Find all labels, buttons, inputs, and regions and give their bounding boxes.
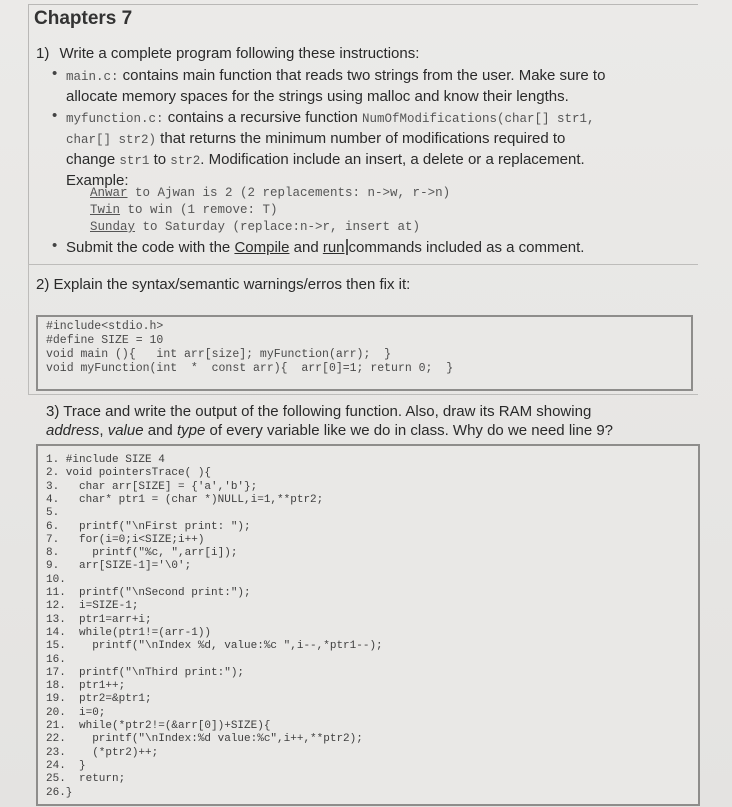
q1-bullet-main-line2: allocate memory spaces for the strings using malloc and know their lengths.	[66, 88, 569, 105]
text-cursor	[346, 239, 348, 255]
top-border	[28, 4, 698, 5]
q3-comma: ,	[99, 422, 108, 439]
myfunction-c-filename: myfunction.c:	[66, 112, 164, 126]
q3-and: and	[143, 422, 177, 439]
q1-bullet-function-text: contains a recursive function	[163, 109, 362, 126]
example-3-word: Sunday	[90, 220, 136, 234]
example-label: Example:	[66, 172, 129, 189]
function-signature-cont: char[] str2)	[66, 133, 157, 147]
q2-left-border	[28, 264, 29, 394]
example-3	[90, 219, 420, 236]
q2-code-line-2: #define SIZE = 10	[46, 334, 164, 347]
and-text: and	[289, 239, 323, 256]
q3-code-line: 9. arr[SIZE-1]='\0';	[46, 560, 192, 573]
bullet-dot: •	[52, 65, 58, 82]
q2-code-line-3: void main (){ int arr[size]; myFunction(arr); }	[46, 348, 392, 361]
submit-text-end: commands included as a comment.	[348, 239, 585, 256]
example-2-word: Twin	[90, 203, 121, 217]
section-divider	[28, 264, 698, 265]
example-2	[90, 202, 278, 219]
q1-bullet-main	[66, 66, 706, 106]
run-word: run	[322, 239, 345, 256]
page-title: Chapters 7	[34, 8, 133, 29]
str2-code: str2	[170, 154, 201, 168]
q3-code-line: 12. i=SIZE-1;	[46, 600, 139, 613]
q3-code-line: 25. return;	[46, 773, 126, 786]
q1-to-text: to	[149, 151, 171, 168]
q3-code-line: 8. printf("%c, ",arr[i]);	[46, 547, 238, 560]
q3-code-line: 2. void pointersTrace( ){	[46, 467, 212, 480]
q3-value: value	[107, 422, 144, 439]
example-3-rest: to Saturday (replace:n->r, insert at)	[135, 220, 421, 234]
bullet-dot: •	[52, 107, 58, 124]
q1-heading	[36, 44, 419, 63]
function-signature: NumOfModifications(char[] str1,	[361, 112, 595, 126]
section-divider	[28, 394, 698, 395]
q3-code-line: 7. for(i=0;i<SIZE;i++)	[46, 533, 205, 546]
q3-heading	[46, 402, 706, 440]
q3-code-line: 23. (*ptr2)++;	[46, 746, 159, 759]
q3-code-line: 20. i=0;	[46, 706, 106, 719]
q3-code-line: 6. printf("\nFirst print: ");	[46, 520, 251, 533]
q2-heading: 2) Explain the syntax/semantic warnings/erros then fix it:	[36, 276, 411, 293]
q3-address: address	[46, 422, 100, 439]
example-2-rest: to win (1 remove: T)	[120, 203, 278, 217]
q3-code-line: 26.}	[46, 786, 73, 799]
compile-word: Compile	[234, 239, 290, 256]
q3-code-line: 22. printf("\nIndex:%d value:%c",i++,**ptr2);	[46, 733, 363, 746]
example-1-rest: to Ajwan is 2 (2 replacements: n->w, r->n)	[127, 186, 451, 200]
q3-code-line: 19. ptr2=&ptr1;	[46, 693, 152, 706]
q3-code-line: 16.	[46, 653, 66, 666]
q3-code-line: 24. }	[46, 759, 86, 772]
q3-type: type	[176, 422, 206, 439]
example-1-word: Anwar	[90, 186, 128, 200]
q1-modification-text: . Modification include an insert, a delete or a replacement.	[200, 151, 585, 168]
q3-code-line: 14. while(ptr1!=(arr-1))	[46, 626, 212, 639]
q3-code-line: 4. char* ptr1 = (char *)NULL,i=1,**ptr2;	[46, 493, 324, 506]
q1-bullet-function-text2: that returns the minimum number of modifications required to	[156, 130, 566, 147]
q2-code-box	[36, 315, 693, 391]
q3-code-line: 17. printf("\nThird print:");	[46, 666, 245, 679]
q3-code-line: 5.	[46, 507, 60, 520]
q3-line-1: 3) Trace and write the output of the following function. Also, draw its RAM showing	[46, 403, 592, 420]
left-border	[28, 4, 29, 280]
q1-submit	[66, 238, 584, 257]
q3-code-line: 1. #include SIZE 4	[46, 454, 165, 466]
q3-code-line: 3. char arr[SIZE] = {'a','b'};	[46, 480, 258, 493]
submit-text: Submit the code with the	[66, 239, 235, 256]
q3-code-line: 11. printf("\nSecond print:");	[46, 587, 251, 599]
q3-line-2-rest: of every variable like we do in class. Why do we need line 9?	[205, 422, 614, 439]
q3-code-line: 21. while(*ptr2!=(&arr[0])+SIZE){	[46, 720, 271, 732]
q3-code-line: 15. printf("\nIndex %d, value:%c ",i--,*ptr1--);	[46, 640, 383, 653]
q3-code-line: 10.	[46, 573, 66, 586]
str1-code: str1	[119, 154, 150, 168]
example-1	[90, 185, 450, 202]
bullet-dot: •	[52, 237, 58, 254]
q3-code-box	[36, 444, 700, 806]
main-c-filename: main.c:	[66, 70, 119, 84]
q2-code-line-1: #include<stdio.h>	[46, 320, 164, 333]
q1-bullet-main-text: contains main function that reads two strings from the user. Make sure to	[118, 67, 606, 84]
q1-intro: Write a complete program following these instructions:	[59, 45, 420, 62]
q3-code-line: 18. ptr1++;	[46, 680, 126, 693]
q2-code-line-4: void myFunction(int * const arr){ arr[0]=1; return 0; }	[46, 362, 454, 375]
q1-bullet-function	[66, 108, 716, 190]
q3-code-line: 13. ptr1=arr+i;	[46, 613, 152, 626]
q1-number: 1)	[36, 45, 50, 62]
q1-change-text: change	[66, 151, 120, 168]
